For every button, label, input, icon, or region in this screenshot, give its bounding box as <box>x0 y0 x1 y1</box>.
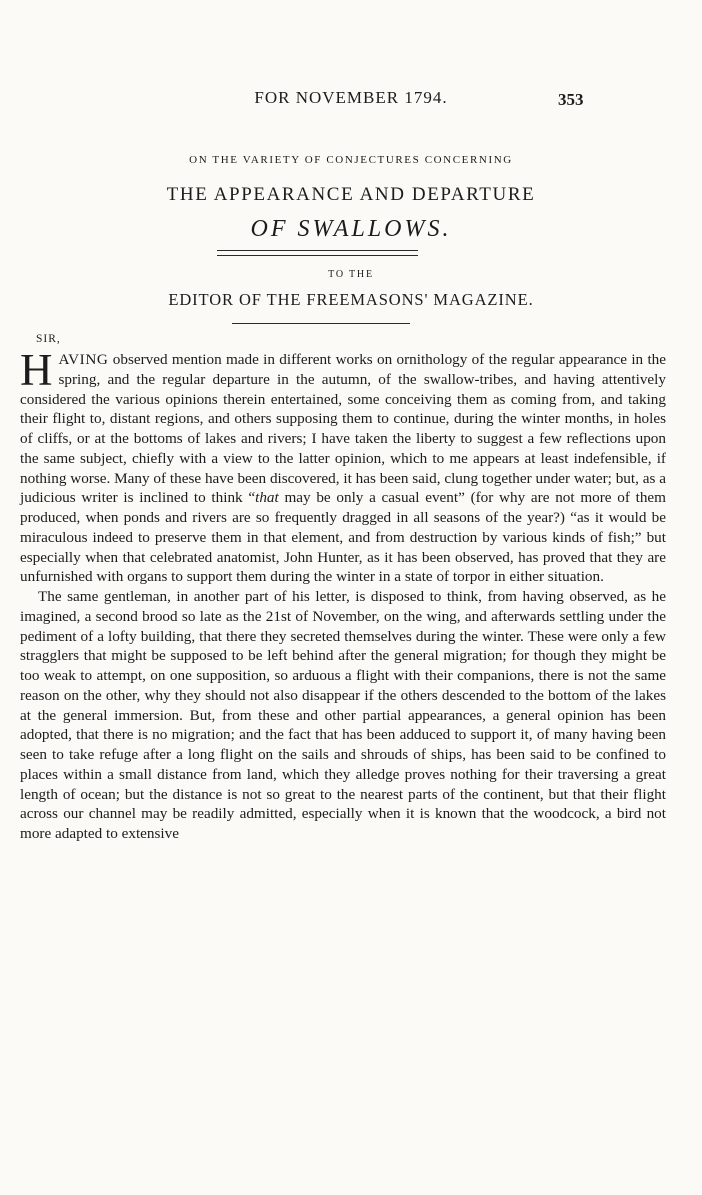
double-rule-divider <box>217 250 418 256</box>
article-body <box>20 345 666 844</box>
article-kicker: ON THE VARIETY OF CONJECTURES CONCERNING <box>189 154 513 166</box>
paragraph-1-text-end: may be only a casual event” (for why are not more of them produced, when ponds and rivers are so frequently dragged in all seasons of the year?) “as it would be miraculous indeed to preserve them in that element, and from destruction by various kinds of fish;” but especially when that celebrated anatomist, John Hunter, as it has been observed, has proved that they are unfurnished with organs to support them during the winter in a state of torpor in either situation. <box>20 489 666 586</box>
running-title: FOR NOVEMBER 1794. <box>254 88 448 107</box>
addressee: EDITOR OF THE FREEMASONS' MAGAZINE. <box>168 290 534 309</box>
drop-cap: H <box>20 345 53 395</box>
lead-in: AVING <box>58 351 109 368</box>
salutation: SIR, <box>36 333 61 345</box>
addressee-prefix: TO THE <box>328 269 374 280</box>
emphasis-word: that <box>255 489 279 507</box>
paragraph-2: The same gentleman, in another part of his letter, is disposed to think, from having observed, as he imagined, a second brood so late as the 21st of November, on the wing, and afterwards settling under the pediment of a lofty building, that there they secreted themselves during the winter. These were only a few stragglers that might be supposed to be left behind after the general migration; for though they might be too weak to attempt, on one supposition, so arduous a flight with their companions, there is not the same reason on the other, why they should not also disappear if the others descended to the bottom of the lakes at the general immersion. But, from these and other partial appearances, a general opinion has been adopted, that there is no migration; and the fact that has been adduced to support it, of many having been seen to take refuge after a long flight on the sails and shrouds of ships, has been said to be confined to places within a small distance from land, which they alledge proves nothing for their traversing a great length of ocean; but the distance is not so great to the nearest parts of the continent, but that their flight across our channel may be readily admitted, especially when it is known that the woodcock, a bird not more adapted to extensive <box>20 588 666 842</box>
article-title: THE APPEARANCE AND DEPARTURE <box>166 184 536 205</box>
running-head <box>0 88 702 112</box>
rule-divider <box>232 323 410 324</box>
article-title-subject: OF SWALLOWS. <box>250 216 452 242</box>
page-number: 353 <box>558 90 584 109</box>
paragraph-1 <box>20 345 666 587</box>
paragraph-1-text: observed mention made in different works on ornithology of the regular appearance in the spring, and the regular departure in the autumn, of the swallow-tribes, and having attentively considered the various opinions therein entertained, some conceiving them as coming from, and taking their flight to, distant regions, and others supposing them to continue, during the winter months, in holes of cliffs, or at the bottoms of lakes and rivers; I have taken the liberty to suggest a few reflections upon the same subject, chiefly with a view to the latter opinion, which to me appears at least indefensible, if nothing worse. Many of these have been discovered, it has been said, clung together under water; but, as a judicious writer is inclined to think “ <box>20 351 666 507</box>
